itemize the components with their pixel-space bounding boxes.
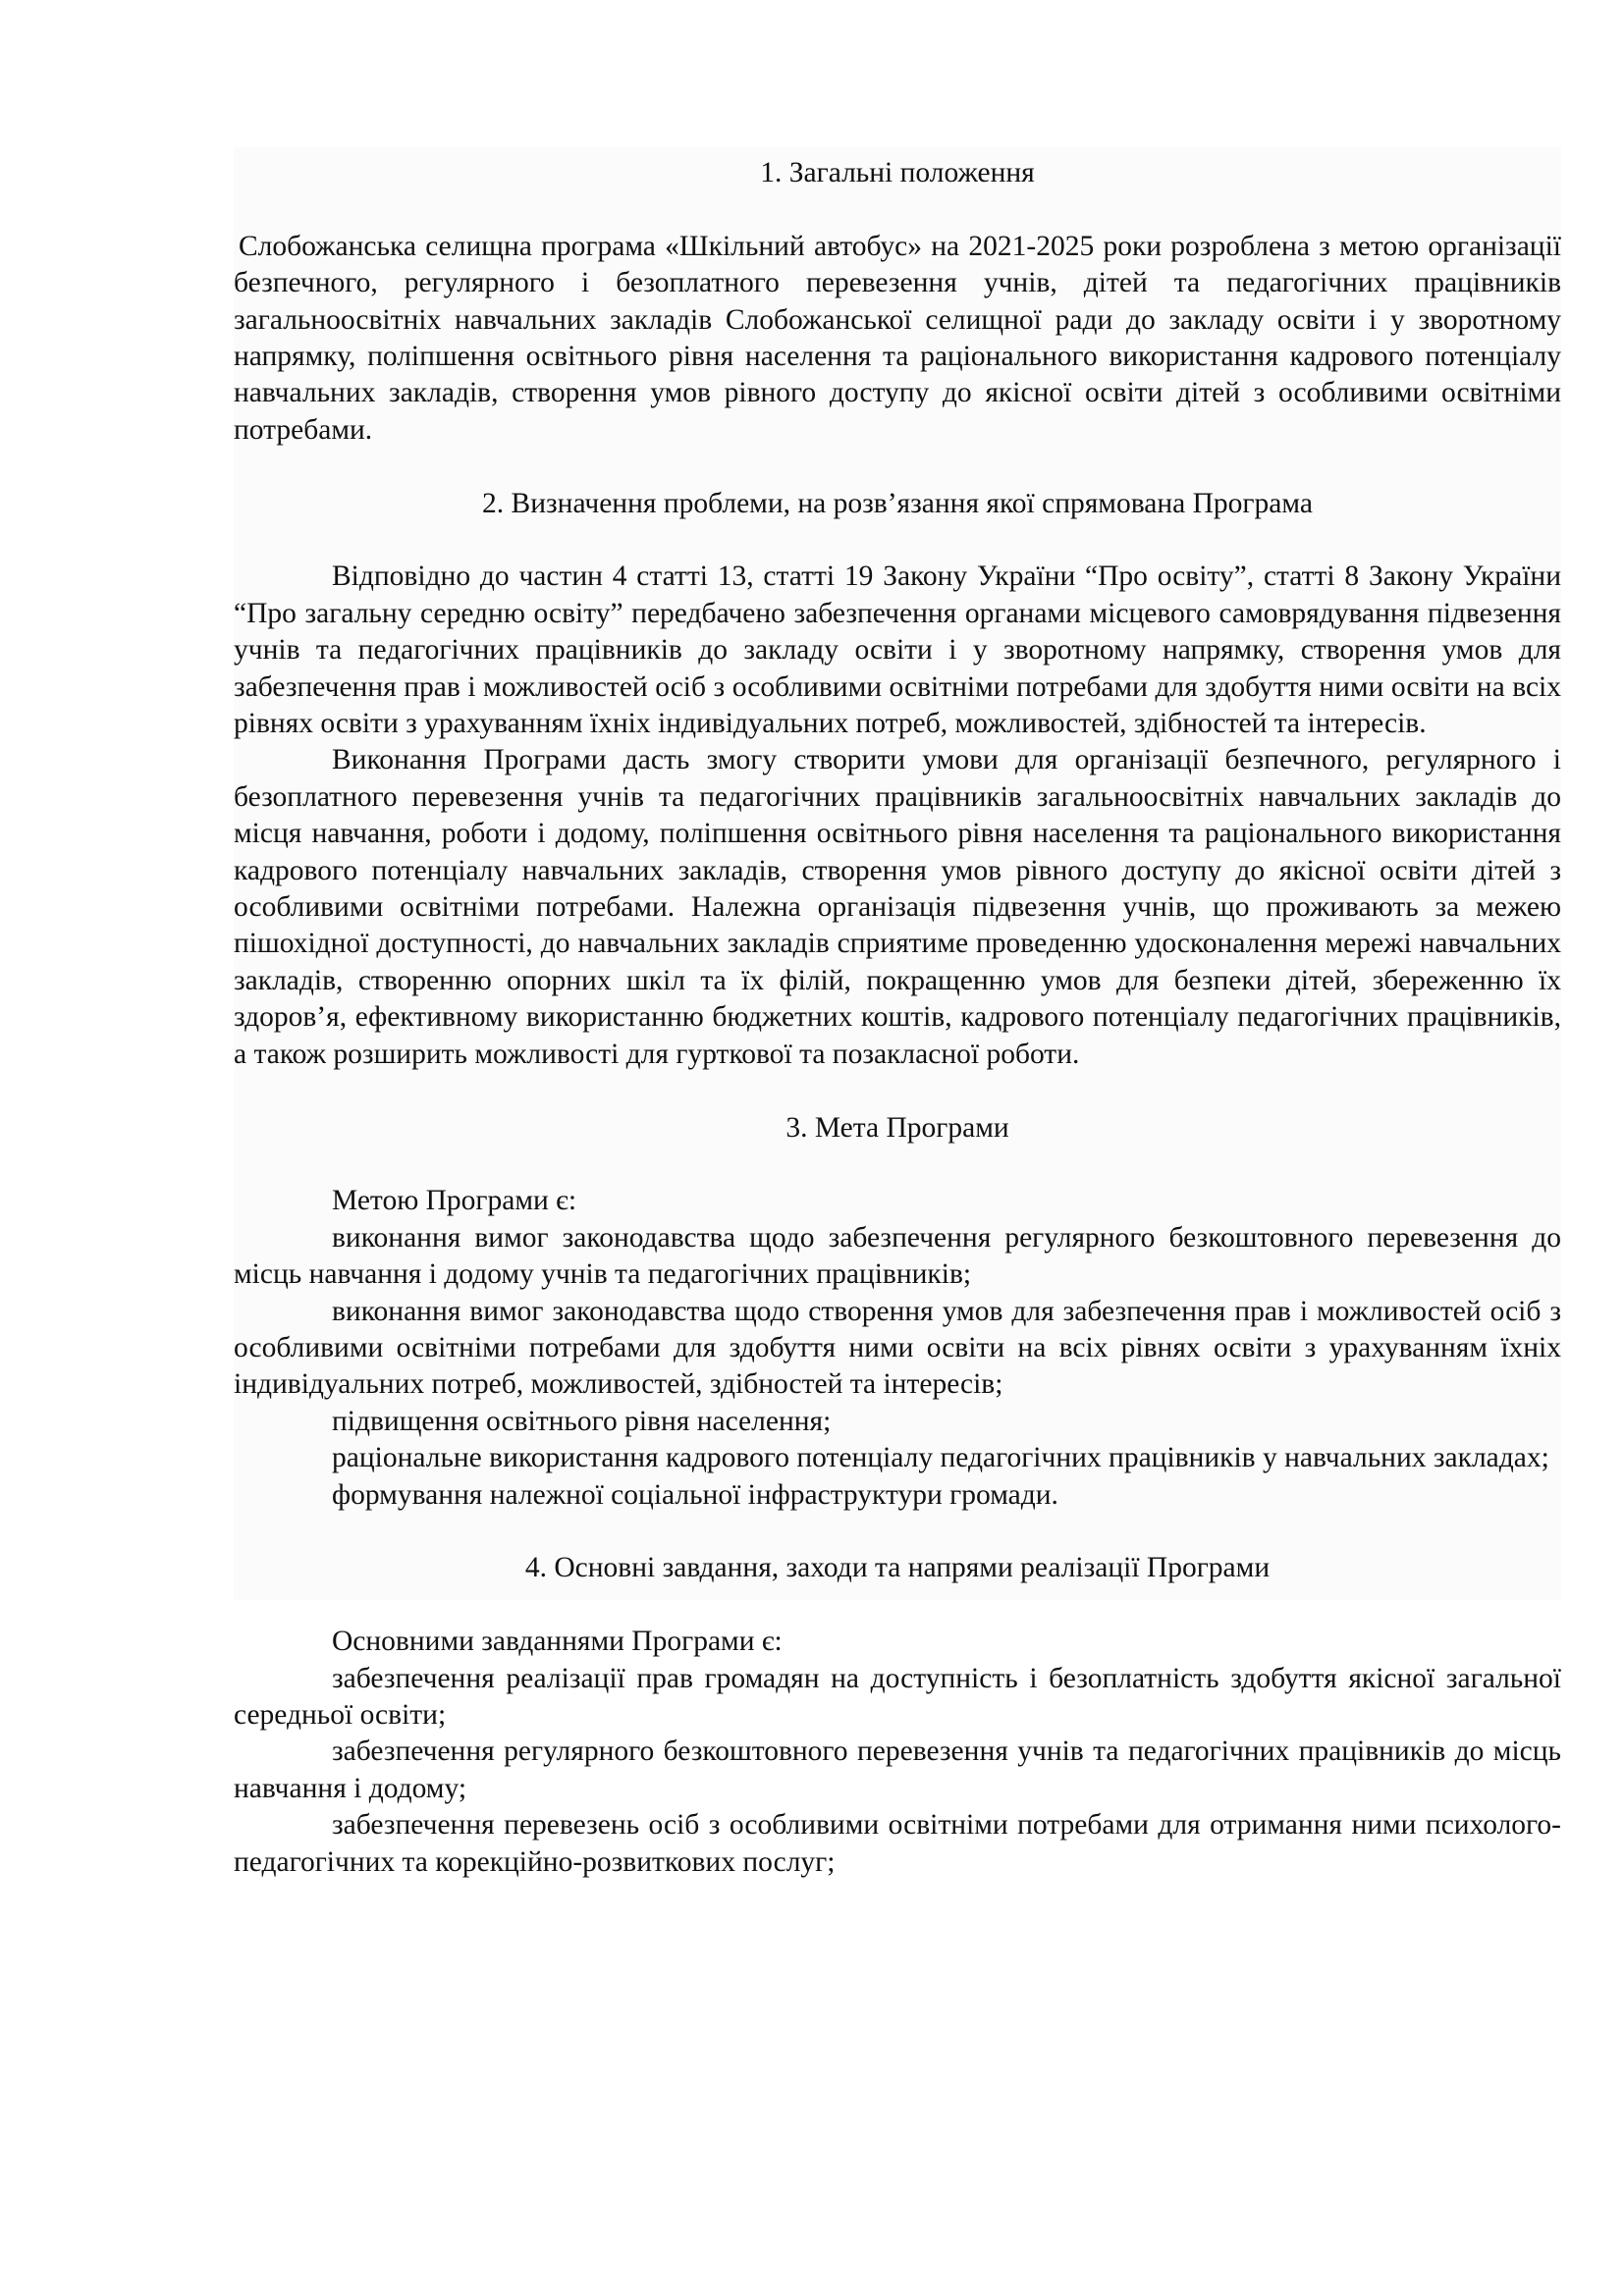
section-3-list-item: підвищення освітнього рівня населення; bbox=[332, 1405, 832, 1437]
section-1-paragraph: Слобожанська селищна програма «Шкільний автобус» на 2021-2025 роки розроблена з метою організації безпечного, регулярного і безоплатного перевезення учнів, дітей та педагогічних працівників загальноосвітніх навчальних закладів Слобожанської селищної ради до закладу освіти і у зворотному напрямку, поліпшення освітнього рівня населення та раціонального використання кадрового потенціалу навчальних закладів, створення умов рівного доступу до якісної освіти дітей з особливими освітніми потребами. bbox=[234, 230, 1561, 446]
section-4-paragraph: Основними завданнями Програми є: bbox=[332, 1626, 783, 1658]
section-3-heading: 3. Мета Програми bbox=[785, 1111, 1009, 1144]
section-2-paragraph: Виконання Програми дасть змогу створити умови для організації безпечного, регулярного і безоплатного перевезення учнів та педагогічних працівників загальноосвітніх навчальних закладів до місця навчання, роботи і додому, поліпшення освітнього рівня населення та раціонального використання кадрового потенціалу навчальних закладів, створення умов рівного доступу до якісної освіти дітей з особливими освітніми потребами. Належна організація підвезення учнів, що проживають за межею пішохідної доступності, до навчальних закладів сприятиме проведенню удосконалення мережі навчальних закладів, створенню опорних шкіл та їх філій, покращенню умов для безпеки дітей, збереженню їх здоров’я, ефективному використанню бюджетних коштів, кадрового потенціалу педагогічних працівників, а також розширить можливості для гурткової та позакласної роботи. bbox=[234, 744, 1561, 1070]
section-3-list-item: раціональне використання кадрового потенціалу педагогічних працівників у навчальних закладах; bbox=[332, 1442, 1549, 1474]
document-body bbox=[234, 155, 1561, 1881]
section-3-list-item: виконання вимог законодавства щодо забезпечення регулярного безкоштовного перевезення до місць навчання і додому учнів та педагогічних працівників; bbox=[234, 1221, 1561, 1291]
section-4-list-item: забезпечення перевезень осіб з особливими освітніми потребами для отримання ними психолого-педагогічних та корекційно-розвиткових послуг; bbox=[234, 1809, 1561, 1878]
section-3-list-item: формування належної соціальної інфраструктури громади. bbox=[332, 1478, 1058, 1511]
section-1-heading: 1. Загальні положення bbox=[760, 157, 1035, 188]
section-3-paragraph: Метою Програми є: bbox=[332, 1185, 577, 1217]
section-4-list-item: забезпечення регулярного безкоштовного перевезення учнів та педагогічних працівників до місць навчання і додому; bbox=[234, 1735, 1561, 1804]
section-4-heading: 4. Основні завдання, заходи та напрями реалізації Програми bbox=[524, 1552, 1271, 1584]
section-2-heading: 2. Визначення проблеми, на розв’язання якої спрямована Програма bbox=[482, 487, 1313, 519]
section-2-paragraph: Відповідно до частин 4 статті 13, статті 19 Закону України “Про освіту”, статті 8 Закону України “Про загальну середню освіту” передбачено забезпечення органами місцевого самоврядування підвезення учнів та педагогічних працівників до закладу освіти і у зворотному напрямку, створення умов для забезпечення прав і можливостей осіб з особливими освітніми потребами для здобуття ними освіти на всіх рівнях освіти з урахуванням їхніх індивідуальних потреб, можливостей, здібностей та інтересів. bbox=[234, 561, 1561, 740]
section-3-list-item: виконання вимог законодавства щодо створення умов для забезпечення прав і можливостей осіб з особливими освітніми потребами для здобуття ними освіти на всіх рівнях освіти з урахуванням їхніх індивідуальних потреб, можливостей, здібностей та інтересів; bbox=[234, 1295, 1561, 1401]
section-4-list-item: забезпечення реалізації прав громадян на доступність і безоплатність здобуття якісної загальної середньої освіти; bbox=[234, 1662, 1561, 1731]
